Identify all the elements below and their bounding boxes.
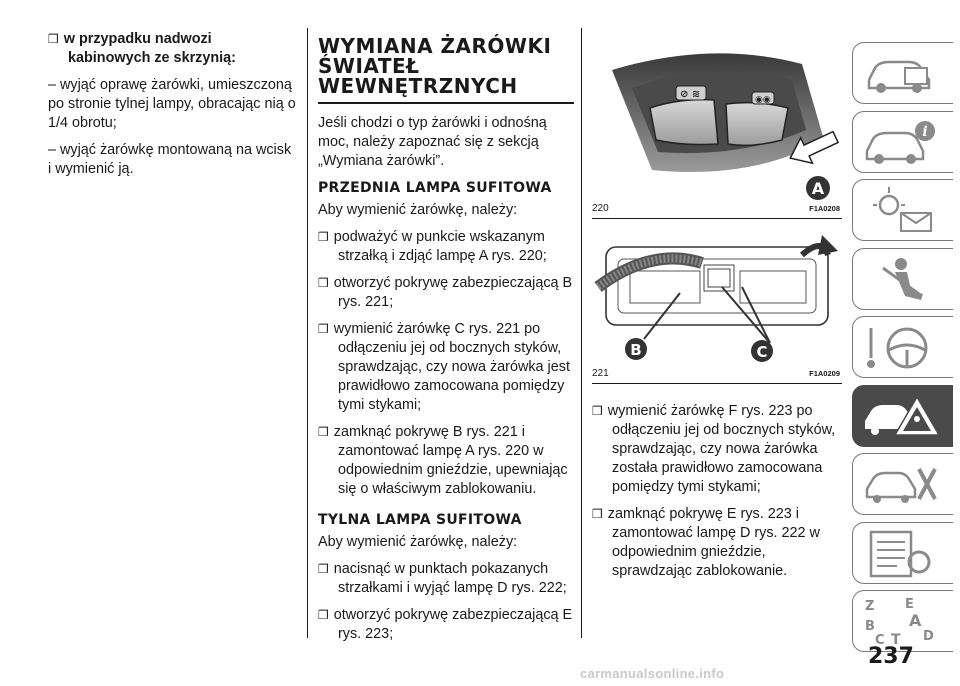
column-divider: [307, 28, 308, 638]
column-divider: [581, 28, 582, 638]
tab-index[interactable]: [852, 590, 953, 652]
section-title: WYMIANA ŻARÓWKI ŚWIATEŁ WEWNĘTRZNYCH: [318, 36, 574, 104]
tab-driving[interactable]: [852, 316, 953, 378]
rear-lead: Aby wymienić żarówkę, należy:: [318, 534, 518, 550]
bullet-square: ❒: [592, 507, 604, 521]
text: otworzyć pokrywę zabezpieczającą E rys. 223;: [333, 607, 573, 642]
airbag-seat-icon: [861, 254, 941, 304]
figure-caption: [592, 202, 842, 219]
bullet-square: ❒: [318, 276, 330, 290]
front-step-2: [318, 274, 574, 312]
figure-number: 220: [592, 203, 609, 214]
intro-paragraph: Jeśli chodzi o typ żarówki i odnośną moc, należy zapoznać się z sekcją „Wymiana żarówki”.: [318, 115, 547, 169]
svg-text:◉◉: ◉◉: [755, 95, 771, 105]
emergency-icon: [861, 391, 941, 441]
technical-data-icon: [861, 528, 941, 578]
front-lamp-heading: PRZEDNIA LAMPA SUFITOWA: [318, 180, 552, 196]
column-right: [592, 30, 842, 589]
rear-step-3: [592, 402, 842, 497]
figure-caption: [592, 367, 842, 384]
rear-step-1: [318, 560, 574, 598]
tab-emergency[interactable]: [852, 385, 953, 447]
bullet-square: ❒: [318, 230, 330, 244]
rear-step-2: [318, 606, 574, 644]
tab-warning-lights[interactable]: [852, 179, 953, 241]
tab-maintenance[interactable]: [852, 453, 953, 515]
svg-text:B: B: [865, 619, 875, 634]
right-steps: [592, 402, 842, 581]
text: zamknąć pokrywę B rys. 221 i zamontować lampę A rys. 220 w odpowiednim gnieździe, upewniając się o właściwym zablokowaniu.: [333, 424, 568, 497]
svg-text:C: C: [875, 633, 885, 646]
label-a: A: [811, 179, 825, 198]
text: nacisnąć w punktach pokazanych strzałkami i wyjąć lampę D rys. 222;: [333, 561, 567, 596]
maintenance-icon: [861, 459, 941, 509]
svg-text:T: T: [891, 632, 901, 646]
text: wymienić żarówkę F rys. 223 po odłączeniu jej od bocznych styków, sprawdzając, czy nowa żarówka została prawidłowo zamocowana pomiędzy tymi stykami;: [607, 403, 836, 495]
tab-car-overview[interactable]: [852, 42, 953, 104]
label-b: B: [630, 341, 642, 359]
warning-lights-icon: [861, 185, 941, 235]
figure-220: [592, 30, 842, 219]
bullet-square: ❒: [318, 322, 330, 336]
text: otworzyć pokrywę zabezpieczającą B rys. 221;: [333, 275, 573, 310]
watermark: carmanualsonline.info: [580, 666, 725, 681]
chapter-tabs: [852, 42, 960, 659]
paragraph-cabin: [48, 30, 296, 68]
bullet-square: ❒: [592, 404, 604, 418]
paragraph-remove-socket: – wyjąć oprawę żarówki, umieszczoną po stronie tylnej lampy, obracając nią o 1/4 obrotu;: [48, 77, 296, 131]
steering-wheel-icon: [861, 322, 941, 372]
svg-text:A: A: [909, 611, 922, 630]
front-step-4: [318, 423, 574, 499]
column-left: [48, 30, 296, 187]
car-info-i-icon: [861, 117, 941, 167]
text: w przypadku nadwozi kabinowych ze skrzynią:: [63, 31, 236, 66]
text: podważyć w punkcie wskazanym strzałką i zdjąć lampę A rys. 220;: [333, 229, 547, 264]
svg-text:i: i: [922, 123, 928, 140]
car-info-icon: [861, 48, 941, 98]
front-lead: Aby wymienić żarówkę, należy:: [318, 202, 518, 218]
rear-step-4: [592, 505, 842, 581]
paragraph-replace-bulb: – wyjąć żarówkę montowaną na wcisk i wymienić ją.: [48, 142, 292, 177]
svg-text:Z: Z: [865, 599, 875, 614]
index-icon: [861, 596, 941, 646]
figure-code: F1A0208: [809, 204, 840, 213]
column-middle: [318, 30, 574, 652]
tab-safety[interactable]: [852, 248, 953, 310]
svg-text:E: E: [905, 597, 914, 612]
text: zamknąć pokrywę E rys. 223 i zamontować lampę D rys. 222 w odpowiednim gnieździe, sprawdzając zablokowanie.: [607, 506, 820, 579]
label-c: C: [756, 343, 768, 361]
svg-text:D: D: [923, 629, 934, 644]
bullet-square: ❒: [318, 608, 330, 622]
page-number: 237: [868, 644, 914, 669]
svg-text:⊘ ≋: ⊘ ≋: [680, 89, 701, 100]
figure-221: [592, 227, 842, 384]
bullet-square: ❒: [48, 32, 60, 46]
rear-lamp-heading: TYLNA LAMPA SUFITOWA: [318, 512, 522, 528]
front-step-3: [318, 320, 574, 415]
figure-code: F1A0209: [809, 369, 840, 378]
front-lamp-bulb-illustration: [592, 227, 842, 367]
bullet-square: ❒: [318, 562, 330, 576]
tab-technical-data[interactable]: [852, 522, 953, 584]
tab-car-info[interactable]: [852, 111, 953, 173]
front-ceiling-lamp-illustration: [592, 30, 842, 202]
bullet-square: ❒: [318, 425, 330, 439]
front-step-1: [318, 228, 574, 266]
text: wymienić żarówkę C rys. 221 po odłączeniu jej od bocznych styków, sprawdzając, czy nowa żarówka jest prawidłowo zamocowana pomiędzy tymi stykami;: [333, 321, 570, 413]
figure-number: 221: [592, 368, 609, 379]
